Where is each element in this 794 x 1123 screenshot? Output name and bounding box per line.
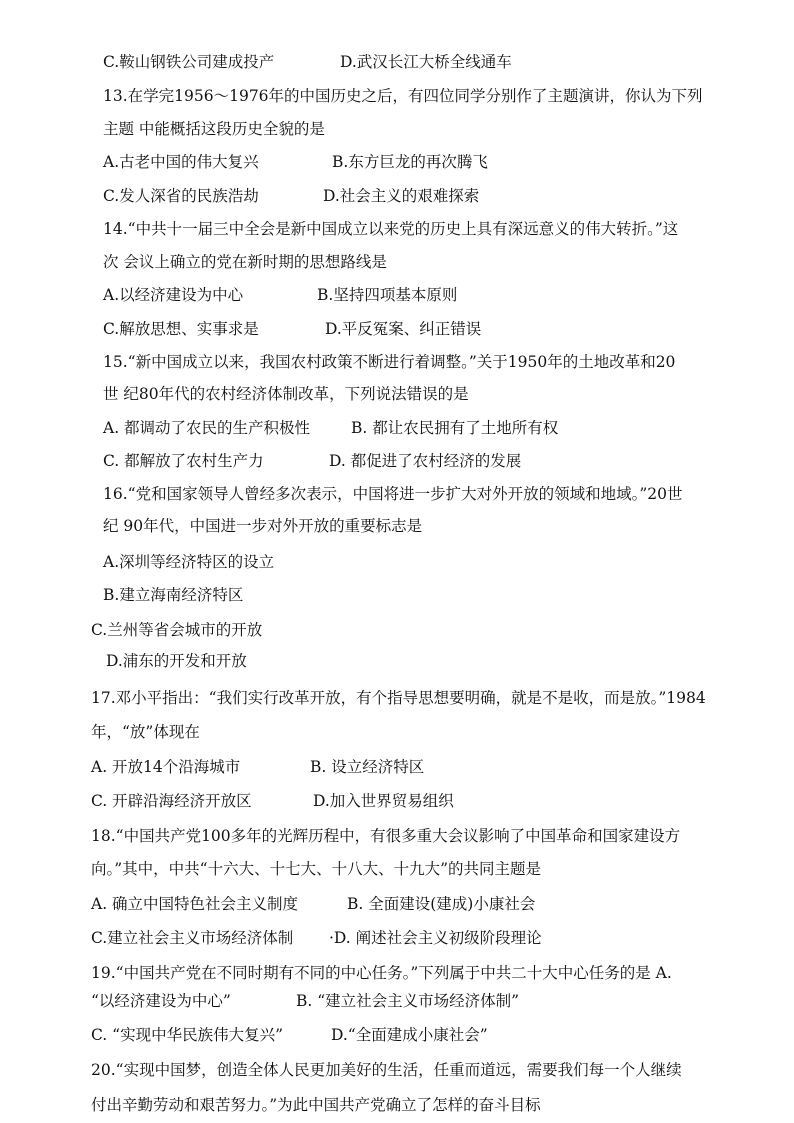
option-line: C.鞍山钢铁公司建成投产 D.武汉长江大桥全线通车 xyxy=(103,53,512,71)
question-text-line: 世 纪80年代的农村经济体制改革，下列说法错误的是 xyxy=(103,385,469,403)
question-text-line: 向。”其中，中共“十六大、十七大、十八大、十九大”的共同主题是 xyxy=(91,860,542,878)
question-14: 14.“中共十一届三中全会是新中国成立以来党的历史上具有深远意义的伟大转折。”这 xyxy=(103,220,679,238)
option-line: A. 开放14个沿海城市 B. 设立经济特区 xyxy=(91,758,425,776)
question-16: 16.“党和国家领导人曾经多次表示，中国将进一步扩大对外开放的领域和地域。”20世 xyxy=(103,485,683,503)
option-line: A. 确立中国特色社会主义制度 B. 全面建设(建成)小康社会 xyxy=(91,895,536,913)
option-line: C.兰州等省会城市的开放 xyxy=(91,621,263,639)
question-13: 13.在学完1956～1976年的中国历史之后，有四位同学分别作了主题演讲，你认为下列 xyxy=(103,87,703,105)
question-text-line: 年，“放”体现在 xyxy=(91,723,200,741)
question-text-line: 付出辛勤劳动和艰苦努力。”为此中国共产党确立了怎样的奋斗目标 xyxy=(91,1096,541,1114)
question-17: 17.邓小平指出：“我们实行改革开放，有个指导思想要明确，就是不是收，而是放。”1984 xyxy=(91,689,706,707)
option-line: C. “实现中华民族伟大复兴” D.“全面建成小康社会” xyxy=(91,1026,488,1044)
question-text-line: 次 会议上确立的党在新时期的思想路线是 xyxy=(103,253,387,271)
question-19: 19.“中国共产党在不同时期有不同的中心任务。”下列属于中共二十大中心任务的是 A. xyxy=(91,964,672,982)
option-line: A.深圳等经济特区的设立 xyxy=(103,553,275,571)
question-text-line: 纪 90年代，中国进一步对外开放的重要标志是 xyxy=(103,517,423,535)
question-18: 18.“中国共产党100多年的光辉历程中，有很多重大会议影响了中国革命和国家建设方 xyxy=(91,827,681,845)
option-line: C.发人深省的民族浩劫 D.社会主义的艰难探索 xyxy=(103,187,480,205)
option-line: C. 都解放了农村生产力 D. 都促进了农村经济的发展 xyxy=(103,452,522,470)
option-line: C.建立社会主义市场经济体制 ·D. 阐述社会主义初级阶段理论 xyxy=(91,929,542,947)
option-line: B.建立海南经济特区 xyxy=(103,586,244,604)
option-line: A.古老中国的伟大复兴 B.东方巨龙的再次腾飞 xyxy=(103,153,488,171)
question-20: 20.“实现中国梦，创造全体人民更加美好的生活，任重而道远，需要我们每一个人继续 xyxy=(91,1061,682,1079)
question-text-line: 主题 中能概括这段历史全貌的是 xyxy=(103,120,325,138)
option-line: C.解放思想、实事求是 D.平反冤案、纠正错误 xyxy=(103,320,482,338)
option-line: C. 开辟沿海经济开放区 D.加入世界贸易组织 xyxy=(91,792,454,810)
option-line: D.浦东的开发和开放 xyxy=(106,652,247,670)
question-15: 15.“新中国成立以来，我国农村政策不断进行着调整。”关于1950年的土地改革和20 xyxy=(103,353,676,371)
option-line: A.以经济建设为中心 B.坚持四项基本原则 xyxy=(103,286,458,304)
option-line: A. 都调动了农民的生产积极性 B. 都让农民拥有了土地所有权 xyxy=(103,419,559,437)
option-line: “以经济建设为中心” B. “建立社会主义市场经济体制” xyxy=(91,992,520,1010)
